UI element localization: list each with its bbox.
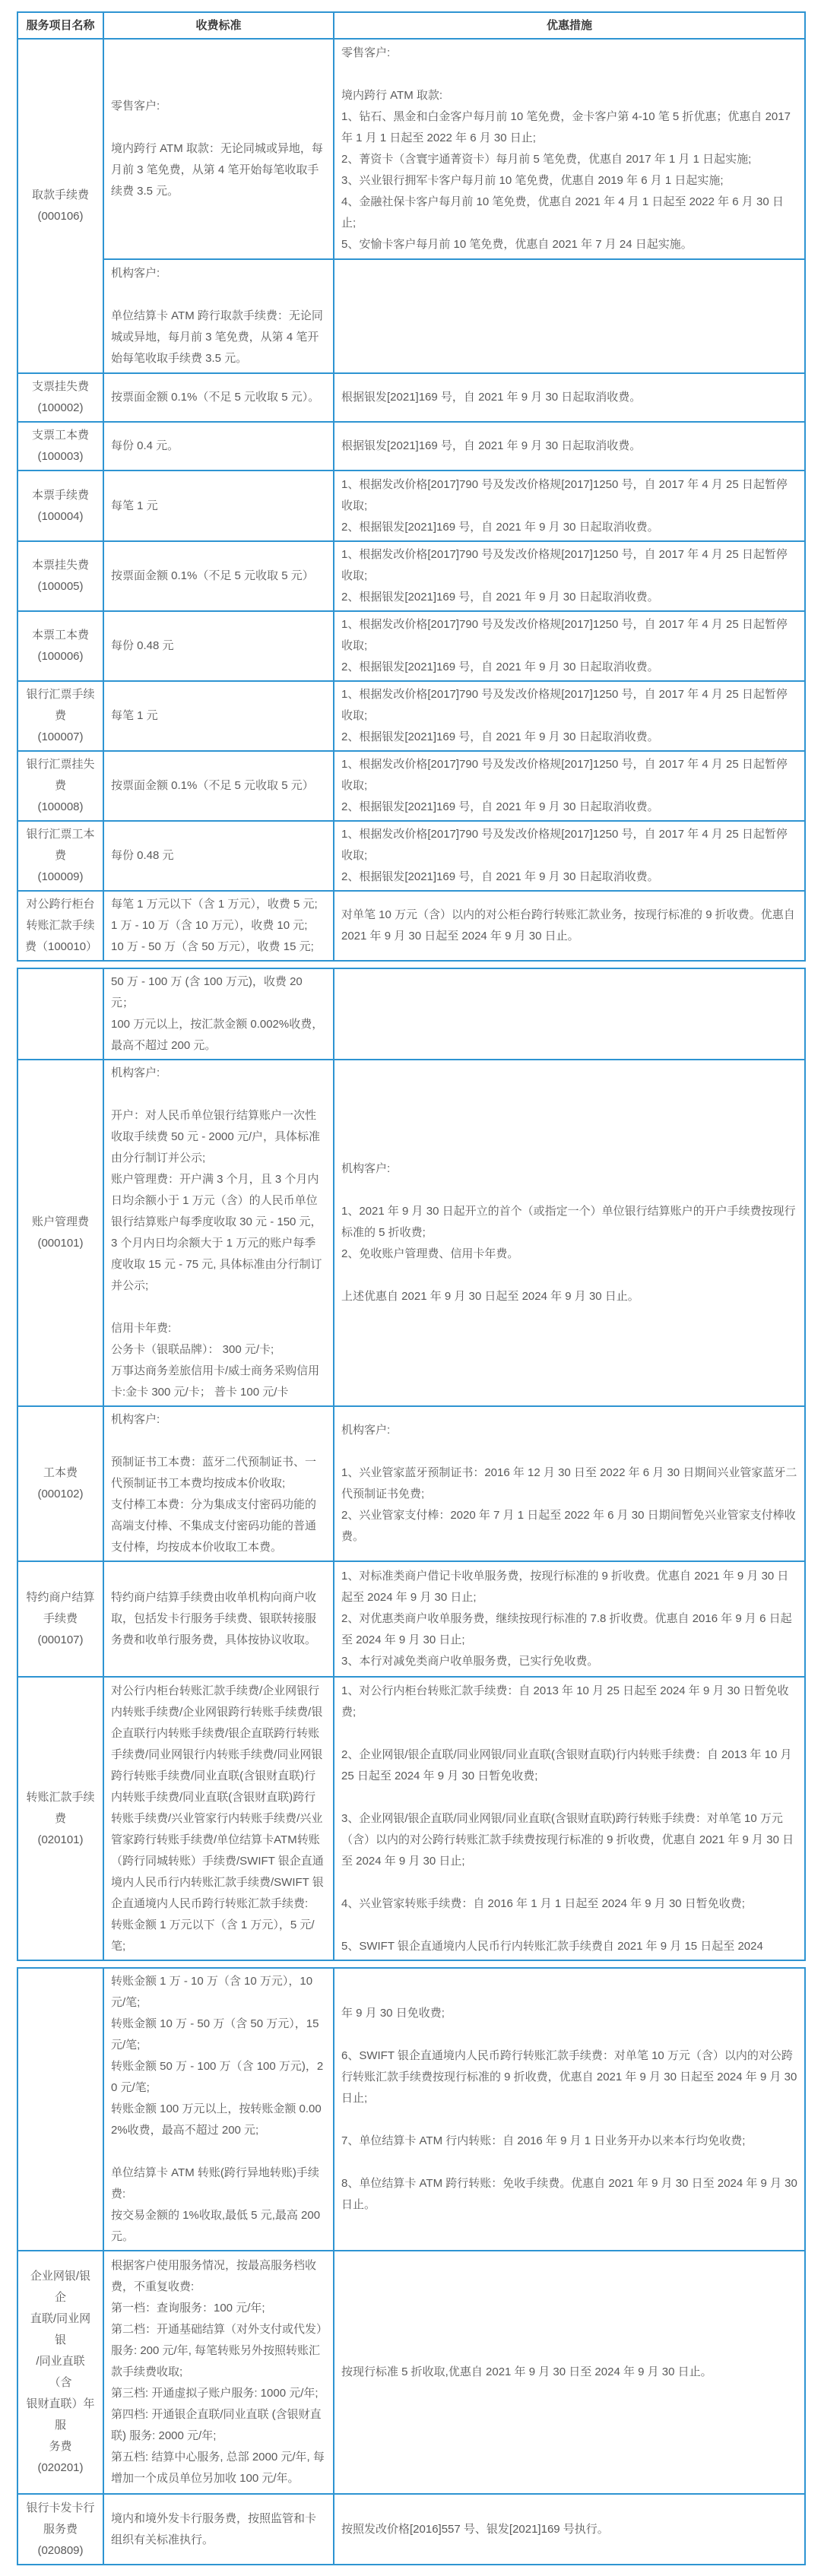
service-name-cell: 企业网银/银企 直联/同业网银 /同业直联（含 银财直联）年服 务费 (020201): [17, 2251, 103, 2494]
table-row: [17, 1060, 805, 1406]
fee-cell: 按票面金额 0.1%（不足 5 元收取 5 元）: [103, 751, 334, 821]
service-name-cell: 银行卡发卡行 服务费 (020809): [17, 2494, 103, 2565]
header-discount: 优惠措施: [334, 12, 805, 39]
service-name-cell: 支票工本费 (100003): [17, 422, 103, 471]
fee-cell: 境内和境外发卡行服务费，按照监管和卡组织有关标准执行。: [103, 2494, 334, 2565]
service-name-cell: 银行汇票挂失 费 (100008): [17, 751, 103, 821]
discount-cell: 年 9 月 30 日免收费; 6、SWIFT 银企直通境内人民币跨行转账汇款手续费：对单笔 10 万元（含）以内的对公跨行转账汇款手续费按现行标准的 9 折收费，优惠自 2021 年 9 月 30 日起至 2024 年 9 月 30 日止; 7、单位结算卡 ATM 行内转账：自 2016 年 9 月 1 日业务开办以来本行均免收费; 8、单位结算卡 ATM 跨行转账：免收手续费。优惠自 2021 年 9 月 30 日至 2024 年 9 月 30 日止。: [334, 1968, 805, 2251]
fee-table-segment-2: [17, 968, 806, 1961]
service-name-cell: 本票手续费 (100004): [17, 471, 103, 541]
discount-cell: 零售客户: 境内跨行 ATM 取款: 1、钻石、黑金和白金客户每月前 10 笔免费，金卡客户第 4-10 笔 5 折优惠；优惠自 2017 年 1 月 1 日起至 2022 年 6 月 30 日止; 2、菁资卡（含寰宇通菁资卡）每月前 5 笔免费，优惠自 2017 年 1 月 1 日起实施; 3、兴业银行拥军卡客户每月前 10 笔免费，优惠自 2019 年 6 月 1 日起实施; 4、金融社保卡客户每月前 10 笔免费，优惠自 2021 年 4 月 1 日起至 2022 年 6 月 30 日止; 5、安愉卡客户每月前 10 笔免费，优惠自 2021 年 7 月 24 日起实施。: [334, 39, 805, 259]
header-row: [17, 12, 805, 39]
fee-cell: 对公行内柜台转账汇款手续费/企业网银行内转账手续费/企业网银跨行转账手续费/银企直联行内转账手续费/银企直联跨行转账手续费/同业网银行内转账手续费/同业网银跨行转账手续费/同业直联(含银财直联)行内转账手续费/同业直联(含银财直联)跨行转账手续费/兴业管家行内转账手续费/兴业管家跨行转账手续费/单位结算卡ATM转账（跨行同城转账）手续费/SWIFT 银企直通境内人民币行内转账汇款手续费/SWIFT 银企直通境内人民币跨行转账汇款手续费: 转账金额 1 万元以下（含 1 万元），5 元/笔;: [103, 1677, 334, 1960]
header-service-name: 服务项目名称: [17, 12, 103, 39]
table-row: [17, 1968, 805, 2251]
discount-cell: 1、根据发改价格[2017]790 号及发改价格规[2017]1250 号，自 2017 年 4 月 25 日起暂停收取; 2、根据银发[2021]169 号，自 2021 年 9 月 30 日起取消收费。: [334, 681, 805, 751]
service-name-cell: 本票工本费 (100006): [17, 611, 103, 681]
header-fee-standard: 收费标准: [103, 12, 334, 39]
table-row: [17, 891, 805, 961]
discount-cell: 1、对公行内柜台转账汇款手续费：自 2013 年 10 月 25 日起至 2024 年 9 月 30 日暂免收费; 2、企业网银/银企直联/同业网银/同业直联(含银财直联)行内转账手续费：自 2013 年 10 月 25 日起至 2024 年 9 月 30 日暂免收费; 3、企业网银/银企直联/同业网银/同业直联(含银财直联)跨行转账手续费：对单笔 10 万元（含）以内的对公跨行转账汇款手续费按现行标准的 9 折收费，优惠自 2021 年 9 月 30 日至 2024 年 9 月 30 日止; 4、兴业管家转账手续费：自 2016 年 1 月 1 日起至 2024 年 9 月 30 日暂免收费; 5、SWIFT 银企直通境内人民币行内转账汇款手续费自 2021 年 9 月 15 日起至 2024: [334, 1677, 805, 1960]
discount-cell: 按现行标准 5 折收取,优惠自 2021 年 9 月 30 日至 2024 年 9 月 30 日止。: [334, 2251, 805, 2494]
discount-cell: 1、根据发改价格[2017]790 号及发改价格规[2017]1250 号，自 2017 年 4 月 25 日起暂停收取; 2、根据银发[2021]169 号，自 2021 年 9 月 30 日起取消收费。: [334, 541, 805, 611]
fee-cell: 机构客户: 单位结算卡 ATM 跨行取款手续费：无论同城或异地，每月前 3 笔免费，从第 4 笔开始每笔收取手续费 3.5 元。: [103, 259, 334, 373]
discount-cell: 机构客户: 1、2021 年 9 月 30 日起开立的首个（或指定一个）单位银行结算账户的开户手续费按现行标准的 5 折收费; 2、免收账户管理费、信用卡年费。 上述优惠自 2021 年 9 月 30 日起至 2024 年 9 月 30 日止。: [334, 1060, 805, 1406]
fee-cell: 机构客户: 开户：对人民币单位银行结算账户一次性收取手续费 50 元 - 2000 元/户，具体标准由分行制订并公示; 账户管理费：开户满 3 个月，且 3 个月内日均余额小于 1 万元（含）的人民币单位银行结算账户每季度收取 30 元 - 150 元，3 个月内日均余额大于 1 万元的账户每季度收取 15 元 - 75 元, 具体标准由分行制订并公示; 信用卡年费: 公务卡（银联品牌）： 300 元/卡; 万事达商务差旅信用卡/威士商务采购信用卡:金卡 300 元/卡； 普卡 100 元/卡: [103, 1060, 334, 1406]
table-row: [17, 751, 805, 821]
discount-cell: 机构客户: 1、兴业管家蓝牙预制证书：2016 年 12 月 30 日至 2022 年 6 月 30 日期间兴业管家蓝牙二代预制证书免费; 2、兴业管家支付棒：2020 年 7 月 1 日起至 2022 年 6 月 30 日期间暂免兴业管家支付棒收费。: [334, 1406, 805, 1561]
table-row: [17, 681, 805, 751]
service-name-cell: 银行汇票手续 费 (100007): [17, 681, 103, 751]
fee-cell: 按票面金额 0.1%（不足 5 元收取 5 元）。: [103, 373, 334, 422]
table-row: [17, 1561, 805, 1677]
discount-cell: 1、根据发改价格[2017]790 号及发改价格规[2017]1250 号，自 2017 年 4 月 25 日起暂停收取; 2、根据银发[2021]169 号，自 2021 年 9 月 30 日起取消收费。: [334, 471, 805, 541]
table-row: [17, 1406, 805, 1561]
discount-cell: [334, 259, 805, 373]
fee-table-segment-3: [17, 1967, 806, 2565]
table-row: [17, 1677, 805, 1960]
table-row: [17, 2494, 805, 2565]
service-name-cell: 银行汇票工本 费 (100009): [17, 821, 103, 891]
fee-cell: 每份 0.4 元。: [103, 422, 334, 471]
fee-cell: 每份 0.48 元: [103, 611, 334, 681]
table-row: [17, 541, 805, 611]
service-name-cell: [17, 968, 103, 1060]
fee-cell: 转账金额 1 万 - 10 万（含 10 万元），10 元/笔; 转账金额 10 万 - 50 万（含 50 万元），15 元/笔; 转账金额 50 万 - 100 万（含 100 万元)，20 元/笔; 转账金额 100 万元以上，按转账金额 0.002%收费，最高不超过 200 元; 单位结算卡 ATM 转账(跨行异地转账)手续费: 按交易金额的 1%收取,最低 5 元,最高 200 元。: [103, 1968, 334, 2251]
service-name-cell: 本票挂失费 (100005): [17, 541, 103, 611]
discount-cell: 1、根据发改价格[2017]790 号及发改价格规[2017]1250 号，自 2017 年 4 月 25 日起暂停收取; 2、根据银发[2021]169 号，自 2021 年 9 月 30 日起取消收费。: [334, 821, 805, 891]
service-name-cell: 取款手续费 (000106): [17, 39, 103, 373]
table-row: [17, 422, 805, 471]
discount-cell: 根据银发[2021]169 号，自 2021 年 9 月 30 日起取消收费。: [334, 422, 805, 471]
service-name-cell: 工本费 (000102): [17, 1406, 103, 1561]
table-row: [17, 2251, 805, 2494]
fee-table-segment-1: [17, 11, 806, 962]
fee-cell: 特约商户结算手续费由收单机构向商户收取，包括发卡行服务手续费、银联转接服务费和收单行服务费，具体按协议收取。: [103, 1561, 334, 1677]
discount-cell: 对单笔 10 万元（含）以内的对公柜台跨行转账汇款业务，按现行标准的 9 折收费。优惠自 2021 年 9 月 30 日起至 2024 年 9 月 30 日止。: [334, 891, 805, 961]
table-row: [17, 259, 805, 373]
discount-cell: 1、对标准类商户借记卡收单服务费，按现行标准的 9 折收费。优惠自 2021 年 9 月 30 日起至 2024 年 9 月 30 日止; 2、对优惠类商户收单服务费，继续按现行标准的 7.8 折收费。优惠自 2016 年 9 月 6 日起至 2024 年 9 月 30 日止; 3、本行对减免类商户收单服务费，已实行免收费。: [334, 1561, 805, 1677]
discount-cell: [334, 968, 805, 1060]
service-name-cell: 对公跨行柜台 转账汇款手续 费（100010）: [17, 891, 103, 961]
fee-cell: 机构客户: 预制证书工本费：蓝牙二代预制证书、一代预制证书工本费均按成本价收取; 支付棒工本费：分为集成支付密码功能的高端支付棒、不集成支付密码功能的普通支付棒，均按成本价收取工本费。: [103, 1406, 334, 1561]
service-name-cell: 账户管理费 (000101): [17, 1060, 103, 1406]
discount-cell: 根据银发[2021]169 号，自 2021 年 9 月 30 日起取消收费。: [334, 373, 805, 422]
service-name-cell: 转账汇款手续 费 (020101): [17, 1677, 103, 1960]
fee-cell: 零售客户: 境内跨行 ATM 取款：无论同城或异地，每月前 3 笔免费，从第 4 笔开始每笔收取手续费 3.5 元。: [103, 39, 334, 259]
table-row: [17, 968, 805, 1060]
fee-cell: 根据客户使用服务情况，按最高服务档收费，不重复收费: 第一档：查询服务：100 元/年; 第二档：开通基础结算（对外支付或代发）服务: 200 元/年, 每笔转账另外按照转账汇款手续费收取; 第三档: 开通虚拟子账户服务: 1000 元/年; 第四档: 开通银企直联/同业直联 (含银财直联) 服务: 2000 元/年; 第五档: 结算中心服务, 总部 2000 元/年, 每增加一个成员单位另加收 100 元/年。: [103, 2251, 334, 2494]
table-row: [17, 471, 805, 541]
table-row: [17, 373, 805, 422]
discount-cell: 1、根据发改价格[2017]790 号及发改价格规[2017]1250 号，自 2017 年 4 月 25 日起暂停收取; 2、根据银发[2021]169 号，自 2021 年 9 月 30 日起取消收费。: [334, 611, 805, 681]
fee-cell: 每笔 1 元: [103, 681, 334, 751]
fee-cell: 每笔 1 元: [103, 471, 334, 541]
table-row: [17, 39, 805, 259]
discount-cell: 按照发改价格[2016]557 号、银发[2021]169 号执行。: [334, 2494, 805, 2565]
table-row: [17, 821, 805, 891]
fee-cell: 每笔 1 万元以下（含 1 万元），收费 5 元; 1 万 - 10 万（含 10 万元），收费 10 元; 10 万 - 50 万（含 50 万元），收费 15 元;: [103, 891, 334, 961]
fee-cell: 50 万 - 100 万 (含 100 万元)，收费 20 元； 100 万元以上，按汇款金额 0.002%收费，最高不超过 200 元。: [103, 968, 334, 1060]
fee-cell: 每份 0.48 元: [103, 821, 334, 891]
service-name-cell: 支票挂失费 (100002): [17, 373, 103, 422]
discount-cell: 1、根据发改价格[2017]790 号及发改价格规[2017]1250 号，自 2017 年 4 月 25 日起暂停收取; 2、根据银发[2021]169 号，自 2021 年 9 月 30 日起取消收费。: [334, 751, 805, 821]
table-row: [17, 611, 805, 681]
service-name-cell: [17, 1968, 103, 2251]
service-name-cell: 特约商户结算 手续费 (000107): [17, 1561, 103, 1677]
fee-cell: 按票面金额 0.1%（不足 5 元收取 5 元）: [103, 541, 334, 611]
